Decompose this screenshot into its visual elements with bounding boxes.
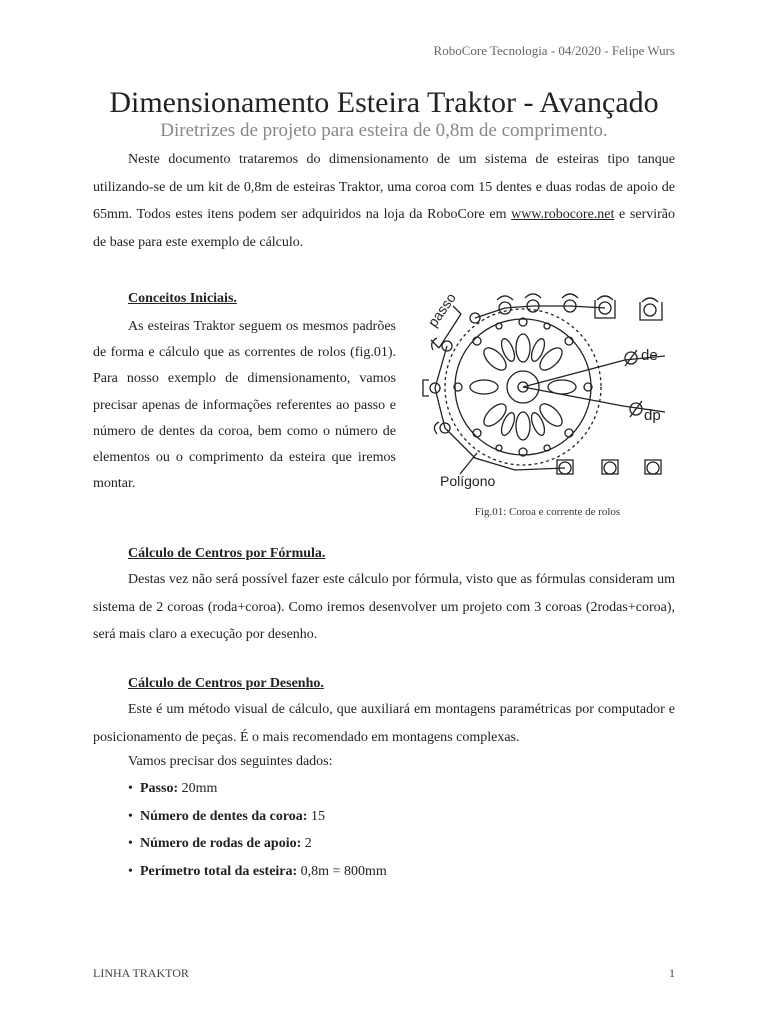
bullet-value: 20mm [181, 781, 218, 796]
page-header: RoboCore Tecnologia - 04/2020 - Felipe Wurs [433, 43, 675, 58]
polygon-lines [435, 306, 605, 470]
page-number: 1 [669, 966, 675, 980]
bullet-value: 0,8m = 800mm [300, 863, 387, 879]
label-dp: dp [644, 407, 661, 424]
sprocket-figure [415, 288, 680, 496]
label-de: de [641, 347, 658, 364]
bullet-value: 15 [310, 808, 325, 824]
document-title: Dimensionamento Esteira Traktor - Avançado [109, 86, 659, 119]
section-heading-desenho: Cálculo de Centros por Desenho. [128, 676, 324, 691]
data-bullet-list [128, 775, 387, 885]
bullet-label: Número de rodas de apoio: [140, 836, 302, 851]
label-passo: passo [424, 289, 459, 330]
footer-series: LINHA TRAKTOR [93, 966, 189, 980]
intro-paragraph [93, 146, 675, 256]
section-heading-formula: Cálculo de Centros por Fórmula. [128, 546, 326, 561]
bullet-dentes: • Número de dentes da coroa: 15 [128, 808, 325, 824]
section-heading-conceitos: Conceitos Iniciais. [128, 291, 237, 306]
figure-caption: Fig.01: Coroa e corrente de rolos [474, 506, 621, 518]
bullet-label: Passo: [140, 781, 179, 796]
intro-text-start: Neste documento trataremos do dimensionamento de um sistema de esteiras tipo tanque utilizando-se de um kit de 0,8m de esteiras Traktor, uma coroa com 15 dentes e duas rodas de apoio de 65mm. Todos estes itens podem ser adquiridos na loja da RoboCore em [93, 152, 675, 222]
bullet-label: Número de dentes da coroa: [140, 808, 308, 824]
section-lead-desenho: Vamos precisar dos seguintes dados: [128, 754, 333, 769]
intro-text-end: e servirão de base para este exemplo de cálculo. [93, 207, 675, 250]
sprocket-drawing [423, 294, 665, 474]
chain-bottom-links [557, 460, 661, 474]
bullet-perimetro: • Perímetro total da esteira: 0,8m = 800mm [128, 863, 387, 879]
bullet-rodas: • Número de rodas de apoio: 2 [128, 836, 312, 851]
bullet-value: 2 [304, 836, 312, 851]
chain-left-links [423, 313, 480, 434]
robocore-link[interactable]: www.robocore.net [511, 207, 615, 222]
document-subtitle: Diretrizes de projeto para esteira de 0,8m de comprimento. [160, 120, 608, 141]
bullet-passo: • Passo: 20mm [128, 781, 218, 796]
section-body-conceitos: As esteiras Traktor seguem os mesmos padrões de forma e cálculo que as correntes de rolos (fig.01). Para nosso exemplo de dimensionamento, vamos precisar apenas de informações referentes ao passo e número de dentes da coroa, bem como o número de elementos ou o comprimento da esteira que iremos montar. [93, 319, 396, 492]
section-body-formula: Destas vez não será possível fazer este cálculo por fórmula, visto que as fórmulas consideram um sistema de 2 coroas (roda+coroa). Como iremos desenvolver um projeto com 3 coroas (2rodas+coroa), será mais claro a execução por desenho. [93, 572, 675, 642]
section-body-desenho: Este é um método visual de cálculo, que auxiliará em montagens paramétricas por computador e posicionamento de peças. É o mais recomendado em montagens complexas. [93, 702, 675, 745]
label-poligono: Polígono [440, 473, 496, 489]
bullet-label: Perímetro total da esteira: [140, 863, 298, 879]
